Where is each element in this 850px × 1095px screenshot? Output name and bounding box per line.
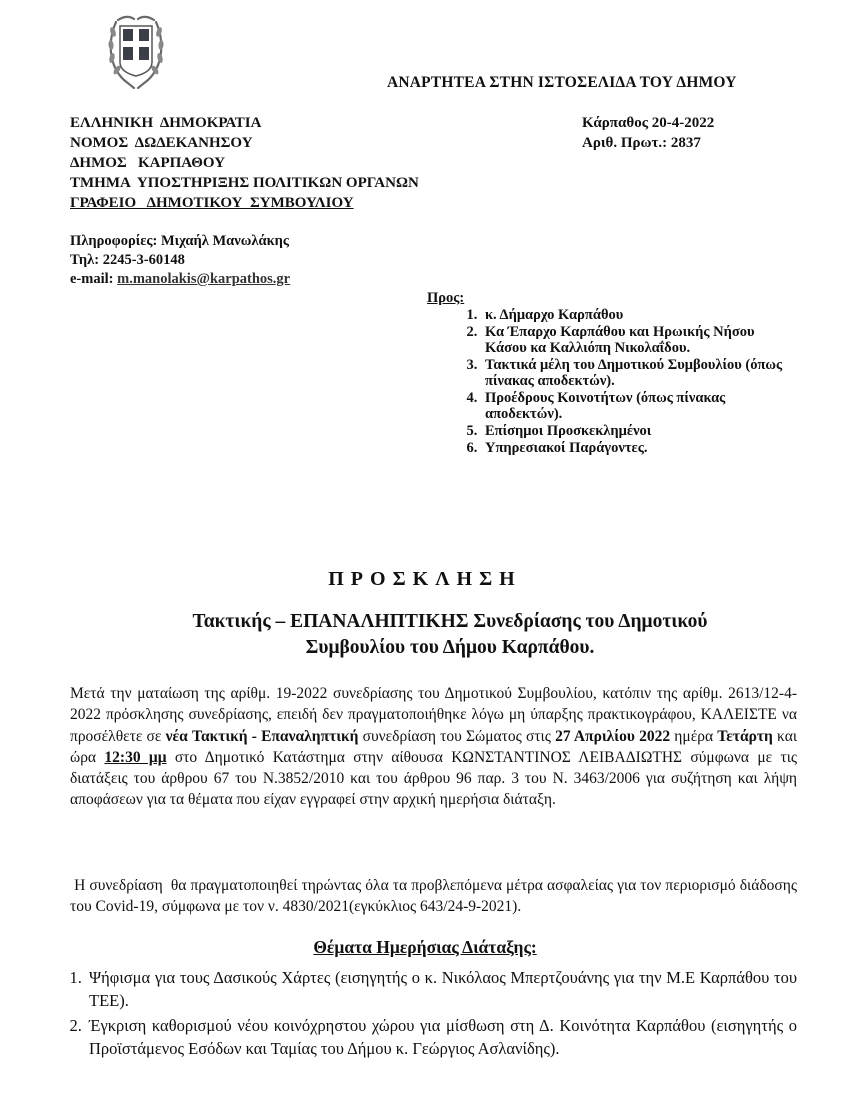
- issuer-line: ΤΜΗΜΑ ΥΠΟΣΤΗΡΙΞΗΣ ΠΟΛΙΤΙΚΩΝ ΟΡΓΑΝΩΝ: [70, 175, 419, 191]
- email-label: e-mail:: [70, 271, 118, 287]
- text-run: συνεδρίαση του Σώματος στις: [358, 727, 556, 745]
- text-run: ημέρα: [670, 727, 718, 745]
- text-run: και ώρα: [70, 727, 798, 766]
- recipient-item: 1. κ. Δήμαρχο Καρπάθου: [481, 307, 787, 323]
- agenda-block: [70, 967, 797, 1063]
- recipient-item: 2. Κα Έπαρχο Καρπάθου και Ηρωικής Νήσου Κάσου κα Καλλιόπη Νικολαΐδου.: [481, 324, 787, 356]
- subtitle-line: Τακτικής – ΕΠΑΝΑΛΗΠΤΙΚΗΣ Συνεδρίασης του Δημοτικού: [192, 611, 708, 632]
- protocol-number: Αριθ. Πρωτ.: 2837: [582, 135, 701, 151]
- issuer-line: ΕΛΛΗΝΙΚΗ ΔΗΜΟΚΡΑΤΙΑ: [70, 115, 262, 131]
- text-run: στο Δημοτικό Κατάστημα στην αίθουσα ΚΩΝΣΤΑΝΤΙΝΟΣ ΛΕΙΒΑΔΙΩΤΗΣ σύμφωνα με τις διατάξεις του άρθρου 67 του Ν.3852/2010 και του άρθρου 96 παρ. 3 του Ν. 3463/2006 για συζήτηση και λήψη αποφάσεων για τα θέματα που είχαν εγγραφεί στην αρχική ημερήσια διάταξη.: [70, 748, 798, 809]
- recipients-label: Προς:: [427, 290, 465, 306]
- place-date: Κάρπαθος 20-4-2022: [582, 115, 715, 131]
- document-title: ΠΡΟΣΚΛΗΣΗ: [328, 568, 522, 590]
- recipient-item: 5. Επίσημοι Προσκεκλημένοι: [481, 423, 787, 439]
- reference-block: [582, 113, 714, 153]
- meeting-date: 27 Απριλίου 2022: [555, 727, 671, 745]
- text-run-bold: Τακτική - Επαναληπτική: [192, 727, 359, 745]
- greek-coat-of-arms-icon: [106, 10, 166, 92]
- recipients-list: [427, 307, 787, 456]
- meeting-weekday: Τετάρτη: [717, 727, 773, 745]
- meeting-time: 12:30 μμ: [104, 748, 167, 766]
- posting-note: ΑΝΑΡΤΗΤΕΑ ΣΤΗΝ ΙΣΤΟΣΕΛΙΔΑ ΤΟΥ ΔΗΜΟΥ: [387, 74, 737, 91]
- body-paragraph-invitation: [70, 683, 797, 811]
- issuer-line: ΔΗΜΟΣ ΚΑΡΠΑΘΟΥ: [70, 155, 226, 171]
- recipients-block: [427, 290, 787, 457]
- text-run-bold: νέα: [165, 727, 188, 745]
- body-paragraph-covid: Η συνεδρίαση θα πραγματοποιηθεί τηρώντας όλα τα προβλεπόμενα μέτρα ασφαλείας για τον περιορισμό διάδοσης του Covid-19, σύμφωνα με τον ν. 4830/2021(εγκύκλιος 643/24-9-2021).: [70, 877, 801, 916]
- contact-phone: Τηλ: 2245-3-60148: [70, 252, 185, 268]
- email-link[interactable]: m.manolakis@karpathos.gr: [117, 271, 291, 287]
- agenda-title: Θέματα Ημερήσιας Διάταξης:: [313, 937, 537, 957]
- issuer-block: [70, 113, 419, 213]
- agenda-item: 2. Έγκριση καθορισμού νέου κοινόχρηστου χώρου για μίσθωση στη Δ. Κοινότητα Καρπάθου (εισηγητής ο Προϊστάμενος Εσόδων και Ταμίας του Δήμου κ. Γεώργιος Ασλανίδης).: [86, 1015, 797, 1060]
- recipient-item: 4. Προέδρους Κοινοτήτων (όπως πίνακας αποδεκτών).: [481, 390, 787, 422]
- contact-block: [70, 232, 290, 289]
- document-subtitle: [0, 609, 850, 661]
- contact-info: Πληροφορίες: Μιχαήλ Μανωλάκης: [70, 233, 289, 249]
- agenda-list: [70, 967, 797, 1060]
- recipient-item: 6. Υπηρεσιακοί Παράγοντες.: [481, 440, 787, 456]
- issuer-line: ΝΟΜΟΣ ΔΩΔΕΚΑΝΗΣΟΥ: [70, 135, 253, 151]
- agenda-item: 1. Ψήφισμα για τους Δασικούς Χάρτες (εισηγητής ο κ. Νικόλαος Μπερτζουάνης για την Μ.Ε Καρπάθου του ΤΕΕ).: [86, 967, 797, 1012]
- text-run: Μετά την ματαίωση της αρίθμ. 19-2022 συνεδρίασης του Δημοτικού Συμβουλίου, κατόπιν της αρίθμ. 2613/12-4-2022 πρόσκλησης συνεδρίασης, επειδή δεν πραγματοποιήθηκε λόγω μη ύπαρξης πρακτικογράφου, ΚΑΛΕΙΣΤΕ να προσέλθετε σε: [70, 685, 797, 745]
- contact-email-row: [70, 270, 290, 289]
- subtitle-line: Συμβουλίου του Δήμου Καρπάθου.: [305, 637, 595, 658]
- issuer-office: ΓΡΑΦΕΙΟ ΔΗΜΟΤΙΚΟΥ ΣΥΜΒΟΥΛΙΟΥ: [70, 195, 354, 211]
- recipient-item: 3. Τακτικά μέλη του Δημοτικού Συμβουλίου (όπως πίνακας αποδεκτών).: [481, 357, 787, 389]
